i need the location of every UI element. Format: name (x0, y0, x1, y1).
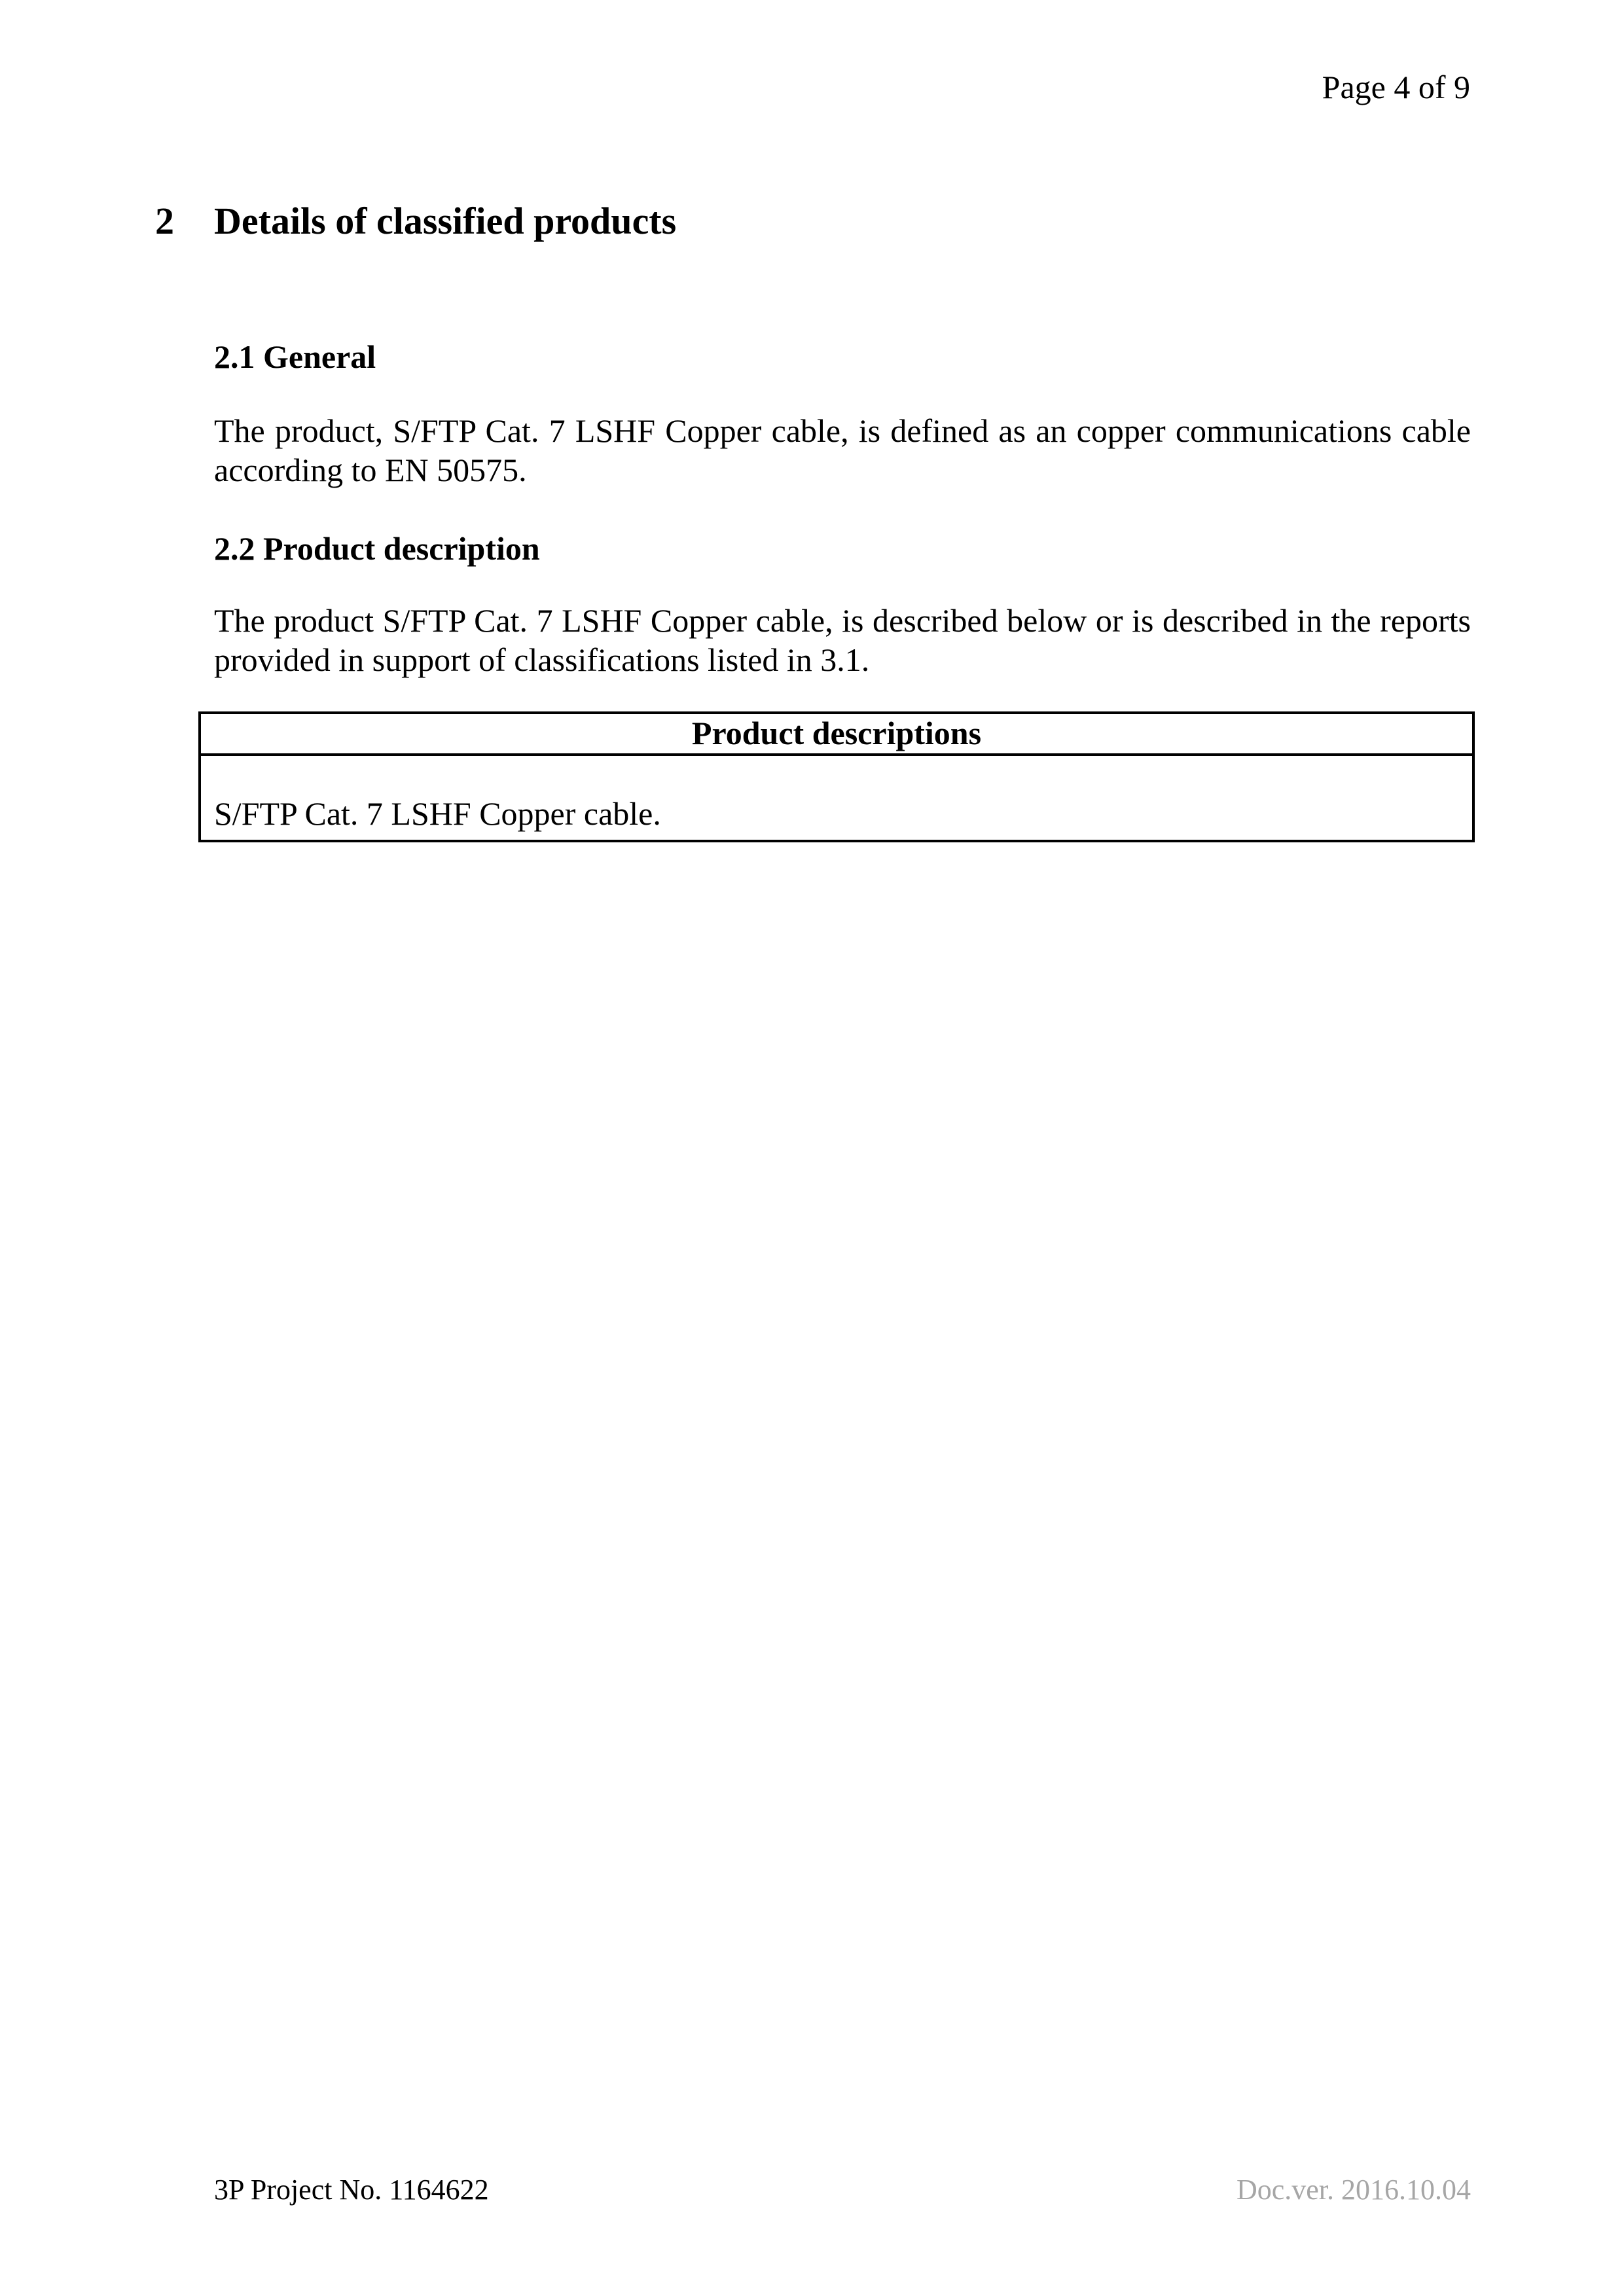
product-descriptions-table (198, 711, 1475, 842)
paragraph-general: The product, S/FTP Cat. 7 LSHF Copper cable, is defined as an copper communications cable according to EN 50575. (214, 412, 1471, 488)
section-heading (155, 198, 676, 244)
footer-doc-version: Doc.ver. 2016.10.04 (1236, 2174, 1471, 2206)
page-number: Page 4 of 9 (1322, 69, 1470, 105)
section-heading-title: Details of classified products (214, 200, 677, 242)
subsection-title-general: 2.1 General (214, 338, 376, 375)
paragraph-product-description: The product S/FTP Cat. 7 LSHF Copper cable, is described below or is described in the reports provided in support of classifications listed in 3.1. (214, 602, 1471, 678)
subsection-title-product-description: 2.2 Product description (214, 530, 540, 567)
footer-project-number: 3P Project No. 1164622 (214, 2174, 489, 2206)
table-header-cell: Product descriptions (200, 713, 1473, 755)
table-cell-product-description: S/FTP Cat. 7 LSHF Copper cable. (200, 755, 1473, 841)
table-row (200, 755, 1473, 841)
section-heading-number: 2 (155, 200, 174, 242)
table-header-row (200, 713, 1473, 755)
